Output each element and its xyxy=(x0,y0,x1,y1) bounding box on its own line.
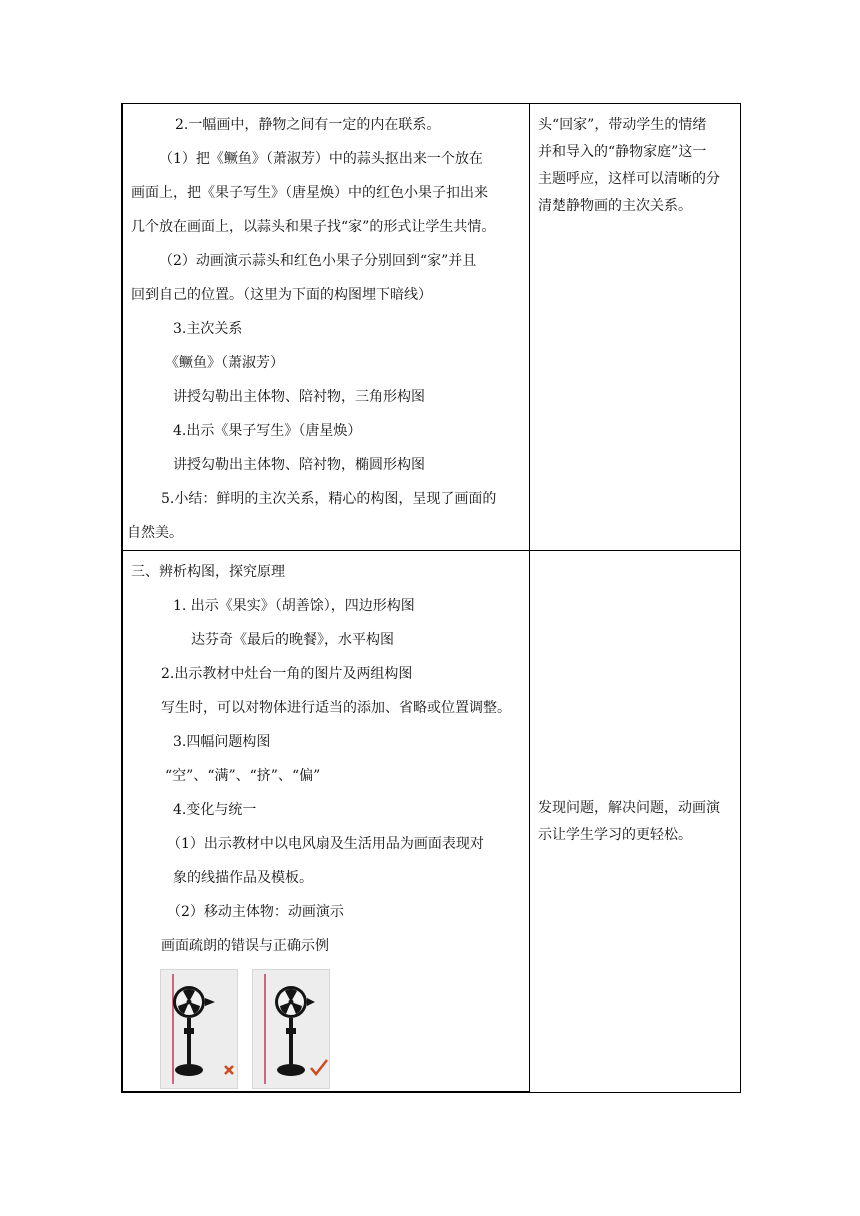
fan-drawing xyxy=(253,970,329,1088)
text-line: 画面疏朗的错误与正确示例 xyxy=(161,938,329,954)
text-line: 3.主次关系 xyxy=(173,321,243,337)
text-line: （2）移动主体物：动画演示 xyxy=(167,904,344,920)
text-line: 4.出示《果子写生》（唐星焕） xyxy=(173,423,362,439)
text-line: 发现问题，解决问题，动画演 xyxy=(538,800,720,816)
text-line: 《鳜鱼》（萧淑芳） xyxy=(165,355,284,371)
right-example-image xyxy=(252,969,330,1089)
check-mark-icon xyxy=(311,1060,327,1074)
text-line: “空”、“满”、“挤”、“偏” xyxy=(165,768,321,784)
table-row xyxy=(122,551,741,1093)
text-line: （1）出示教材中以电风扇及生活用品为画面表现对 xyxy=(167,836,484,852)
design-intent-text xyxy=(530,104,740,220)
process-text xyxy=(123,104,529,550)
design-intent-cell xyxy=(530,104,741,551)
text-line: 讲授勾勒出主体物、陪衬物，三角形构图 xyxy=(173,389,425,405)
design-intent-cell xyxy=(530,551,741,1093)
text-line: 1. 出示《果实》（胡善馀），四边形构图 xyxy=(173,598,415,614)
text-line: 自然美。 xyxy=(127,525,183,541)
text-line: 清楚静物画的主次关系。 xyxy=(538,198,692,214)
process-cell xyxy=(122,551,530,1093)
text-line: 画面上，把《果子写生》（唐星焕）中的红色小果子扣出来 xyxy=(131,185,488,201)
text-line: 几个放在画面上，以蒜头和果子找“家”的形式让学生共情。 xyxy=(131,219,496,235)
text-line: 5.小结：鲜明的主次关系，精心的构图，呈现了画面的 xyxy=(161,491,497,507)
text-line: 示让学生学习的更轻松。 xyxy=(538,827,692,843)
text-line: 2.出示教材中灶台一角的图片及两组构图 xyxy=(161,666,413,682)
text-line: 2.一幅画中，静物之间有一定的内在联系。 xyxy=(175,117,441,133)
process-text xyxy=(123,551,529,1089)
fan-drawing xyxy=(161,970,237,1088)
text-line: 回到自己的位置。（这里为下面的构图埋下暗线） xyxy=(131,287,432,303)
text-line: 写生时，可以对物体进行适当的添加、省略或位置调整。 xyxy=(161,700,511,716)
table-row xyxy=(122,104,741,551)
text-line: 主题呼应，这样可以清晰的分 xyxy=(538,171,720,187)
text-line: 讲授勾勒出主体物、陪衬物，椭圆形构图 xyxy=(173,457,425,473)
cross-mark-icon xyxy=(225,1066,233,1074)
text-line: 3.四幅问题构图 xyxy=(173,734,271,750)
text-line: （1）把《鳜鱼》（萧淑芳）中的蒜头抠出来一个放在 xyxy=(159,151,483,167)
fan-example-images xyxy=(160,969,529,1089)
text-line: 象的线描作品及模板。 xyxy=(173,870,313,886)
text-line: （2）动画演示蒜头和红色小果子分别回到“家”并且 xyxy=(159,253,477,269)
lesson-plan-table xyxy=(121,103,741,1093)
text-line: 并和导入的“静物家庭”这一 xyxy=(538,144,707,160)
text-line: 头“回家”，带动学生的情绪 xyxy=(538,117,707,133)
design-intent-text xyxy=(530,551,740,849)
wrong-example-image xyxy=(160,969,238,1089)
text-line: 三、辨析构图，探究原理 xyxy=(131,564,285,580)
process-cell xyxy=(122,104,530,551)
text-line: 达芬奇《最后的晚餐》，水平构图 xyxy=(191,632,394,648)
text-line: 4.变化与统一 xyxy=(173,802,257,818)
